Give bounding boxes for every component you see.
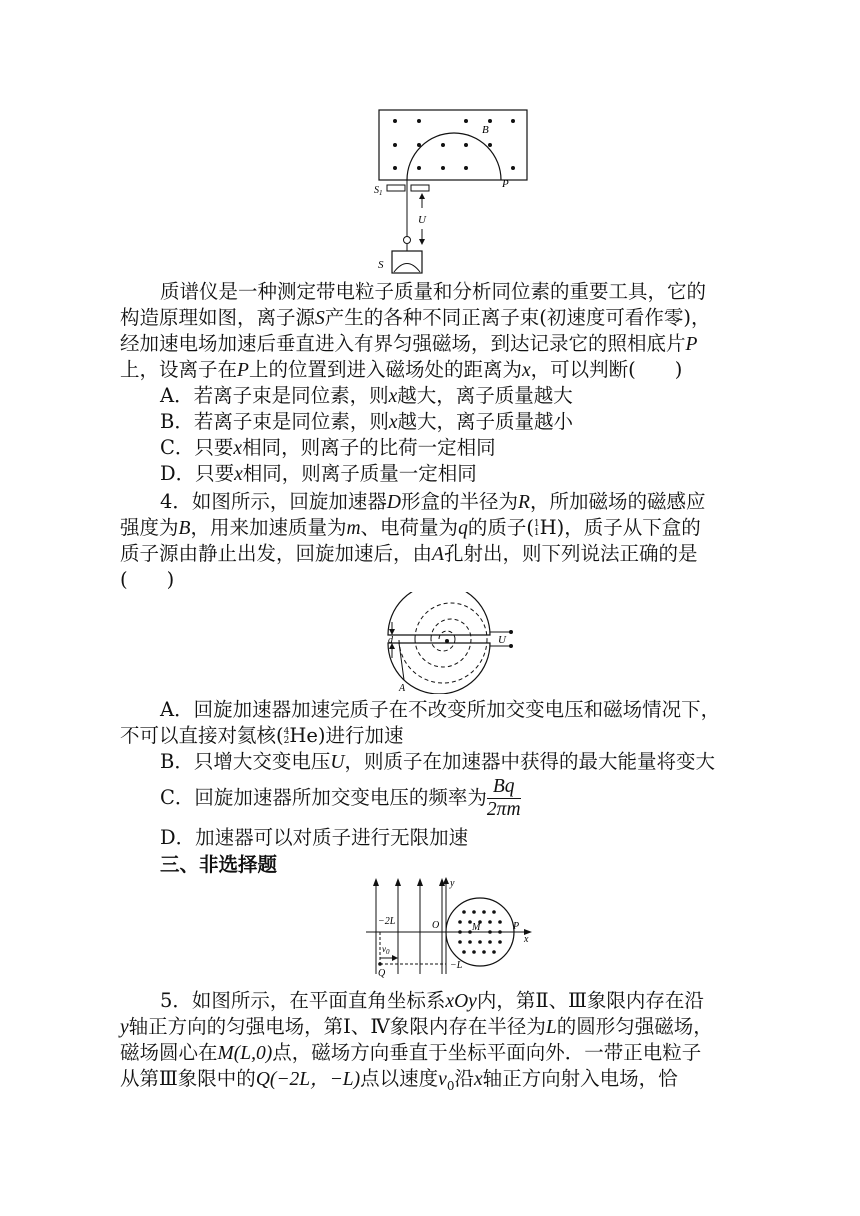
- q4-option-a-line1: A．回旋加速器加速完质子在不改变所加交变电压和磁场情况下，: [160, 698, 721, 721]
- q4-option-a-line2: 不可以直接对氦核( 4 2 He)进行加速: [120, 724, 404, 747]
- q5-line1: 5．如图所示，在平面直角坐标系xOy内，第Ⅱ、Ⅲ象限内存在沿: [160, 989, 704, 1012]
- label-d: d: [388, 635, 393, 646]
- q3-option-d: D．只要x相同，则离子质量一定相同: [160, 462, 477, 485]
- label-O: O: [432, 920, 440, 931]
- q4-line1: 4．如图所示，回旋加速器D形盒的半径为R，所加磁场的磁感应: [160, 490, 706, 513]
- label-M: M: [472, 922, 481, 933]
- q5-line4: 从第Ⅲ象限中的Q(−2L，−L)点以速度$v_0$沿x轴正方向射入电场，恰: [120, 1067, 678, 1093]
- label-U: U: [418, 214, 426, 226]
- label-L: −L: [450, 960, 463, 971]
- q3-line4: 上，设离子在P上的位置到进入磁场处的距离为x，可以判断( ): [120, 358, 683, 381]
- magnetic-field-dots: [393, 119, 515, 170]
- label-v0: $v_0$: [382, 944, 390, 956]
- q4-line2: 强度为B，用来加速质量为m、电荷量为q的质子( 1 1 H)，质子从下盒的: [120, 516, 701, 539]
- section-title: 三、非选择题: [160, 853, 278, 876]
- q3-line3: 经加速电场加速后垂直进入有界匀强磁场，到达记录它的照相底片P: [120, 332, 698, 355]
- label-x: x: [524, 934, 529, 945]
- q5-line3: 磁场圆心在M(L,0)点，磁场方向垂直于坐标平面向外．一带正电粒子: [120, 1041, 702, 1064]
- q4-line3: 质子源由静止出发，回旋加速后，由A孔射出，则下列说法正确的是: [120, 542, 698, 565]
- mass-spectrometer-figure: [370, 105, 530, 277]
- coordinate-field-figure: [362, 874, 538, 980]
- label-U: U: [498, 634, 506, 646]
- label-Q: Q: [378, 968, 386, 979]
- label-S: S: [378, 259, 384, 271]
- q3-line1: 质谱仪是一种测定带电粒子质量和分析同位素的重要工具，它的: [160, 280, 707, 303]
- q4-line4: ( ): [120, 568, 175, 591]
- label-P: P: [502, 178, 509, 190]
- label-S1: $S_1$: [374, 185, 383, 197]
- q4-option-d: D．加速器可以对质子进行无限加速: [160, 826, 469, 849]
- frequency-fraction: $\frac{Bq}{2\pi m}$: [486, 776, 521, 820]
- q3-option-c: C．只要x相同，则离子的比荷一定相同: [160, 436, 496, 459]
- q3-line2: 构造原理如图，离子源S产生的各种不同正离子束(初速度可看作零)，: [120, 306, 711, 329]
- q3-option-a: A．若离子束是同位素，则x越大，离子质量越大: [160, 384, 573, 407]
- ion-trajectory: [407, 133, 501, 180]
- q4-option-c: C．回旋加速器所加交变电压的频率为 $\frac{Bq}{2\pi m}$: [160, 776, 521, 820]
- cyclotron-figure: [380, 592, 520, 694]
- label-2L: −2L: [378, 916, 396, 927]
- q3-option-b: B．若离子束是同位素，则x越大，离子质量越小: [160, 410, 574, 433]
- label-B: B: [482, 124, 489, 136]
- q4-option-b: B．只增大交变电压U，则质子在加速器中获得的最大能量将变大: [160, 750, 715, 773]
- label-P: P: [513, 921, 520, 932]
- q5-line2: y轴正方向的匀强电场，第Ⅰ、Ⅳ象限内存在半径为L的圆形匀强磁场，: [120, 1015, 713, 1038]
- label-A: A: [399, 683, 406, 694]
- label-y: y: [450, 878, 455, 889]
